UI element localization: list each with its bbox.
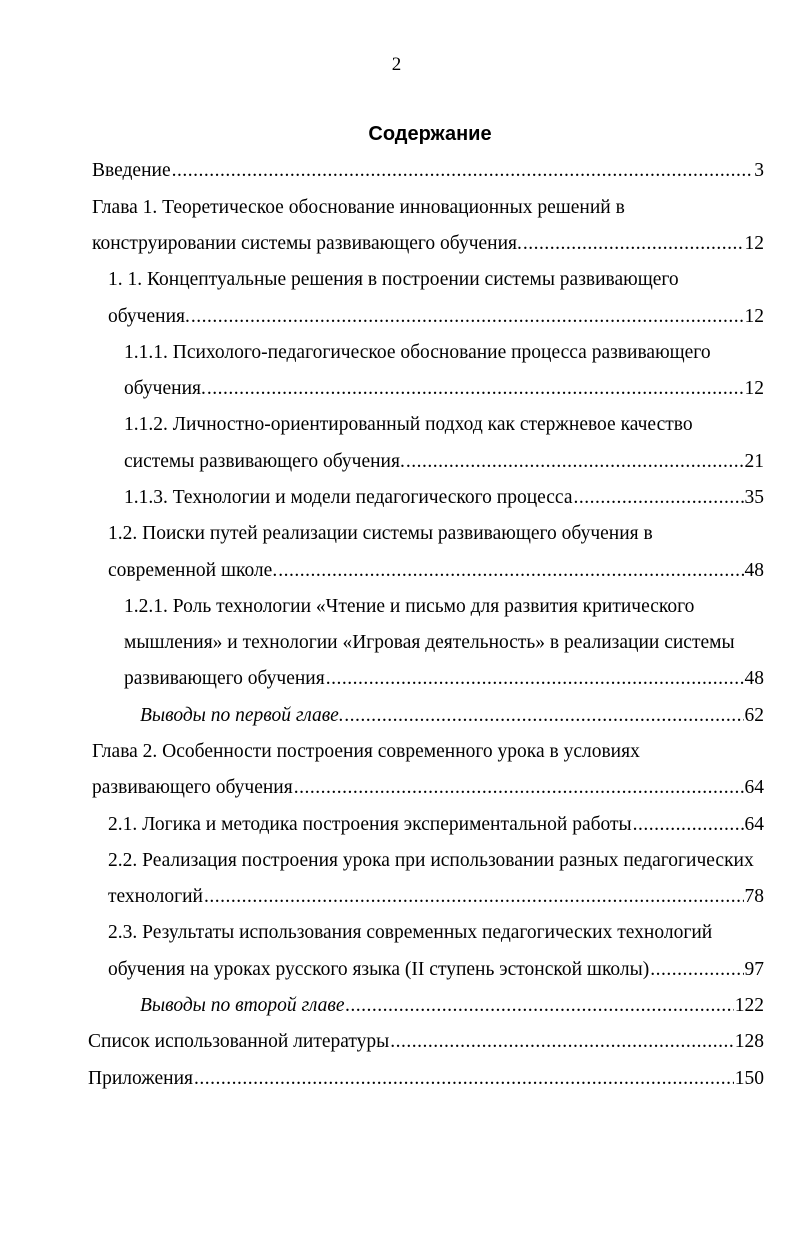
toc-page-number: 12	[744, 378, 764, 399]
toc-entry-text: Приложения	[88, 1068, 193, 1089]
toc-page-number: 12	[744, 233, 764, 254]
toc-entry-s1-1-3[interactable]	[124, 486, 764, 510]
toc-entry-ch1[interactable]	[92, 232, 764, 256]
toc-entry-s2-2[interactable]	[108, 885, 764, 909]
toc-page-number: 122	[734, 995, 764, 1016]
dot-leader	[346, 994, 734, 1018]
toc-page-number: 64	[744, 777, 764, 798]
toc-entry-text: 2.1. Логика и методика построения экспериментальной работы	[108, 814, 632, 835]
toc-page-number: 21	[744, 451, 764, 472]
toc-page-number: 64	[744, 814, 764, 835]
toc-entry-s1-1-2-line1[interactable]: 1.1.2. Личностно-ориентированный подход как стержневое качество	[124, 414, 693, 435]
dot-leader	[650, 958, 743, 982]
dot-leader	[523, 232, 744, 256]
toc-entry-ch2[interactable]	[92, 776, 764, 800]
dot-leader	[326, 667, 744, 691]
toc-entry-conclusions-ch1[interactable]	[140, 704, 764, 728]
toc-entry-appendices[interactable]	[88, 1067, 764, 1091]
toc-entry-text: 1.1.3. Технологии и модели педагогического процесса	[124, 487, 573, 508]
toc-entry-ch1-line1[interactable]: Глава 1. Теоретическое обоснование инновационных решений в	[92, 197, 625, 218]
toc-entry-s1-2-1[interactable]	[124, 667, 764, 691]
dot-leader	[345, 704, 744, 728]
toc-entry-s1-2-line1[interactable]: 1.2. Поиски путей реализации системы развивающего обучения в	[108, 523, 653, 544]
dot-leader	[191, 305, 744, 329]
dot-leader	[207, 377, 744, 401]
toc-page-number: 3	[754, 160, 764, 181]
toc-page-number: 48	[744, 668, 764, 689]
toc-entry-text: Введение	[92, 160, 171, 181]
dot-leader	[294, 776, 744, 800]
toc-entry-ch2-line1[interactable]: Глава 2. Особенности построения современного урока в условиях	[92, 741, 640, 762]
toc-entry-text: технологий	[108, 886, 203, 907]
toc-entry-text: развивающего обучения	[92, 777, 293, 798]
toc-entry-s2-3-line1[interactable]: 2.3. Результаты использования современных педагогических технологий	[108, 922, 713, 943]
toc-page-number: 12	[744, 306, 764, 327]
toc-entry-s1-1[interactable]	[108, 305, 764, 329]
toc-page-number: 128	[734, 1031, 764, 1052]
dot-leader	[573, 486, 743, 510]
toc-entry-text: обучения.	[108, 306, 190, 327]
toc-entry-s1-1-1-line1[interactable]: 1.1.1. Психолого-педагогическое обоснование процесса развивающего	[124, 342, 711, 363]
toc-entry-s2-2-line1[interactable]: 2.2. Реализация построения урока при использовании разных педагогических	[108, 850, 754, 871]
toc-entry-text: современной школе.	[108, 560, 278, 581]
toc-entry-s1-2[interactable]	[108, 559, 764, 583]
dot-leader	[406, 450, 744, 474]
toc-entry-text: развивающего обучения	[124, 668, 325, 689]
dot-leader	[194, 1067, 734, 1091]
toc-entry-references[interactable]	[88, 1030, 764, 1054]
toc-entry-text: Выводы по первой главе.	[140, 705, 344, 726]
toc-entry-s1-2-1-line1[interactable]: 1.2.1. Роль технологии «Чтение и письмо для развития критического	[124, 596, 695, 617]
dot-leader	[278, 559, 743, 583]
toc-page-number: 97	[744, 959, 764, 980]
dot-leader	[633, 813, 744, 837]
toc-page-number: 35	[744, 487, 764, 508]
toc-entry-s1-2-1-line2[interactable]: мышления» и технологии «Игровая деятельность» в реализации системы	[124, 632, 735, 653]
toc-entry-intro[interactable]	[92, 159, 764, 183]
toc-entry-s1-1-2[interactable]	[124, 450, 764, 474]
toc-title: Содержание	[368, 123, 492, 145]
toc-entry-s1-1-1[interactable]	[124, 377, 764, 401]
dot-leader	[390, 1030, 733, 1054]
toc-page-number: 48	[744, 560, 764, 581]
toc-entry-conclusions-ch2[interactable]	[140, 994, 764, 1018]
toc-entry-s2-3[interactable]	[108, 958, 764, 982]
toc-entry-s2-1[interactable]	[108, 813, 764, 837]
toc-entry-text: конструировании системы развивающего обучения.	[92, 233, 522, 254]
toc-page-number: 78	[744, 886, 764, 907]
page-number: 2	[391, 54, 402, 75]
toc-entry-text: системы развивающего обучения.	[124, 451, 405, 472]
dot-leader	[204, 885, 744, 909]
toc-entry-text: обучения на уроках русского языка (II ступень эстонской школы)	[108, 959, 650, 980]
toc-page-number: 150	[734, 1068, 764, 1089]
toc-entry-text: Выводы по второй главе	[140, 995, 345, 1016]
toc-page-number: 62	[744, 705, 764, 726]
toc-entry-s1-1-line1[interactable]: 1. 1. Концептуальные решения в построении системы развивающего	[108, 269, 679, 290]
dot-leader	[172, 159, 754, 183]
toc-entry-text: обучения.	[124, 378, 206, 399]
toc-entry-text: Список использованной литературы	[88, 1031, 390, 1052]
